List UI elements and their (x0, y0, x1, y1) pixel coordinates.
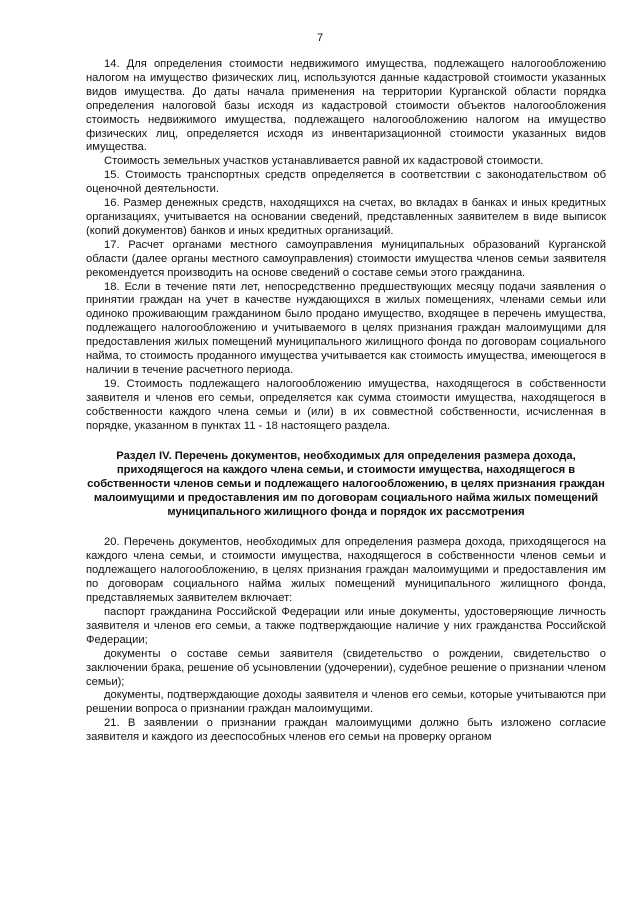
list-item-passport: паспорт гражданина Российской Федерации или иные документы, удостоверяющие личность заявителя и членов его семьи, а также подтверждающие наличие у них гражданства Российской Федерации; (86, 606, 606, 646)
list-item-family-documents: документы о составе семьи заявителя (свидетельство о рождении, свидетельство о заключении брака, решение об усыновлении (удочерении), судебное решение о признании членом семьи); (86, 647, 606, 688)
list-item-income-documents: документы, подтверждающие доходы заявителя и членов его семьи, которые учитываются при решении вопроса о признании граждан малоимущими. (86, 689, 606, 716)
paragraphs-before-section (86, 58, 606, 433)
paragraph-17: 17. Расчет органами местного самоуправления муниципальных образований Курганской области (далее органы местного самоуправления) стоимости имущества членов семьи заявителя рекомендуется производить на основе сведений о составе семьи этого гражданина. (86, 238, 606, 279)
section-heading: Раздел IV. Перечень документов, необходимых для определения размера дохода, приходящегося на каждого члена семьи, и стоимости имущества, находящегося в собственности членов семьи и подлежащего налогообложению, в целях признания граждан малоимущими и предоставления им по договорам социального найма жилых помещений муниципального жилищного фонда и порядок их рассмотрения (87, 450, 605, 519)
paragraphs-after-section (86, 536, 606, 745)
paragraph-15: 15. Стоимость транспортных средств определяется в соответствии с законодательством об оценочной деятельности. (86, 169, 606, 196)
paragraph-16: 16. Размер денежных средств, находящихся на счетах, во вкладах в банках и иных кредитных организациях, учитывается на основании сведений, представленных заявителем в виде выписок (копий документов) банков и иных кредитных организаций. (86, 197, 606, 237)
paragraph-18: 18. Если в течение пяти лет, непосредственно предшествующих месяцу подачи заявления о принятии граждан на учет в качестве нуждающихся в жилых помещениях, членами семьи или одиноко проживающим гражданином было продано имущество, входящее в перечень имущества, подлежащего налогообложению и учитываемого в целях признания граждан малоимущими для предоставления жилых помещений муниципального жилищного фонда по договорам социального найма, то стоимость проданного имущества учитывается как стоимость имущества, имеющегося в наличии в течение расчетного периода. (86, 280, 606, 376)
paragraph-14: 14. Для определения стоимости недвижимого имущества, подлежащего налогообложению налогом на имущество физических лиц, используются данные кадастровой стоимости указанных видов имущества. До даты начала применения на территории Курганской области порядка определения налоговой базы исходя из кадастровой стоимости объектов налогообложения стоимость недвижимого имущества, подлежащего налогообложению налогом на имущество физических лиц, определяется исходя из инвентаризационной стоимости указанных видов имущества. (86, 58, 606, 154)
page-number: 7 (316, 32, 324, 44)
paragraph-land-value: Стоимость земельных участков устанавливается равной их кадастровой стоимости. (104, 155, 544, 168)
paragraph-21: 21. В заявлении о признании граждан малоимущими должно быть изложено согласие заявителя и каждого из дееспособных членов его семьи на проверку органом (86, 717, 606, 744)
paragraph-19: 19. Стоимость подлежащего налогообложению имущества, находящегося в собственности заявителя и членов его семьи, определяется как сумма стоимости имущества, находящегося в собственности каждого члена семьи и (или) в их совместной собственности, исчисленная в порядке, указанном в пунктах 11 - 18 настоящего раздела. (86, 377, 606, 432)
paragraph-20: 20. Перечень документов, необходимых для определения размера дохода, приходящегося на каждого члена семьи, и стоимости имущества, находящегося в собственности членов семьи и подлежащего налогообложению, в целях признания граждан малоимущими и предоставления им по договорам социального найма жилых помещений муниципального жилищного фонда, представляемых заявителем включает: (86, 536, 606, 605)
